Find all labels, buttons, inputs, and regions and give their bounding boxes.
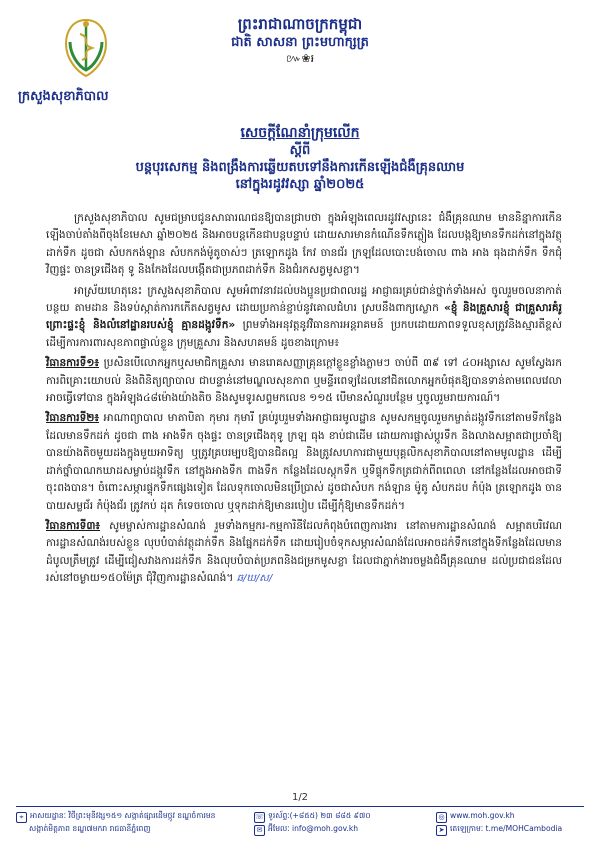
ministry-name: ក្រសួងសុខាភិបាល — [18, 89, 109, 104]
appeal-text-cont: ព្រមទាំងអនុវត្តនូវវិធានការអន្តរាគមន៍ ប្រកបដោយភាពទទួលខុសត្រូវនិងស្មារតីខ្ពស់ ដើម្បីការការពារសុខភាពផ្ទាល់ខ្លួន ក្រុមគ្រួសារ និងសហគមន៍ ដូចខាងក្រោម៖ — [46, 319, 562, 349]
title-line-4: នៅក្នុងរដូវវស្សា ឆ្នាំ២០២៥ — [235, 177, 365, 192]
title-line-3: បន្តបុរសេកម្ម និងពង្រឹងការឆ្លើយតបទៅនឹងការកើនឡើងជំងឺគ្រុនឈាម — [135, 160, 465, 175]
footer-contact — [254, 810, 424, 836]
phone-icon: ☏ — [255, 813, 264, 821]
footer — [16, 810, 584, 844]
email-address[interactable]: អ៊ីមែលៈ info@moh.gov.kh — [268, 824, 359, 833]
phone-number: ទូរស័ព្ទៈ(+៨៥៥) ២៣ ៨៨៥ ៩៧០ — [268, 811, 371, 820]
title-line-2: ស្ដីពី — [289, 143, 311, 158]
telegram-link[interactable]: តេឡេក្រាមៈ t.me/MOHCambodia — [450, 824, 563, 833]
measure-3-text: សូមម្ចាស់ការដ្ឋានសំណង់ រួមទាំងកម្មករ-កម្មការិនីដែលកំពុងបំពេញការងារ នៅតាមការដ្ឋានសំណង់ សម្អាតបរិវេណការដ្ឋានសំណង់របស់ខ្លួន លុបបំបាត់វត្ថុដាក់ទឹក និងផ្នែកដក់ទឹក ដោយរៀបចំទុកសម្ភារសំណង់ដែលអាចដក់ទឹកនៅក្នុងទីកន្លែងដែលមានដំបូលត្រឹមត្រូវ ដើម្បីជៀសវាងការដក់ទឹក និងលុបបំបាត់ប្រភពនិងជម្រកមូសខ្លា ដែលជាភ្នាក់ងារចម្លងជំងឺគ្រុនឈាម ដល់ប្រជាជនដែលរស់នៅចម្ងាយ១៥០ម៉ែត្រ ជុំវិញការដ្ឋានសំណង់។ — [46, 519, 562, 585]
footer-address — [16, 810, 246, 835]
location-pin-icon: ⌖ — [16, 812, 27, 823]
page-number: 1/2 — [291, 792, 309, 803]
document-body — [46, 210, 562, 588]
paragraph-intro: ក្រសួងសុខាភិបាល សូមជម្រាបជូនសាធារណជនឱ្យបានជ្រាបថា ក្នុងអំឡុងពេលរដូវវស្សានេះ ជំងឺគ្រុនឈាម មាននិន្នាការកើនឡើងចាប់តាំងពីចុងខែមេសា ឆ្នាំ២០២៥ និងអាចបន្តកើនជាបន្តបន្ទាប់ ដោយសារមានកំណើនទឹកភ្លៀង ដែលបង្កឱ្យមានទឹកដក់នៅក្នុងវត្ថុដាក់ទឹក ដូចជា សំបកកង់ឡាន សំបកកង់ម៉ូតូចាស់ៗ ត្រឡោកដូង កែវ ចានជ័រ ក្រឡដែលបោះបង់ចោល ពាង អាង ធុងដាក់ទឹក ទឹកជុំវិញផ្ទះ ចានទ្រជើងតុ ទូ និងកែងដែលបង្កើតជាប្រភពដាក់ទឹក និងជំរកសត្វមូសខ្លា។ — [46, 212, 562, 277]
ornament: ៚❀៛ — [285, 52, 315, 65]
footer-divider — [16, 806, 584, 807]
email-icon: ✉ — [254, 825, 265, 836]
measure-3-label: វិធានការទី៣៖ — [46, 519, 101, 532]
telegram-icon: ➤ — [436, 825, 447, 836]
measure-1-label: វិធានការទី១៖ — [46, 357, 100, 370]
measure-3 — [46, 518, 562, 588]
globe-icon: ◎ — [436, 812, 447, 823]
measure-2-text: អាណាព្យាបាល មាតាបិតា កុមារ កុមារី គ្រប់រូបរួមទាំងអាជ្ញាធរមូលដ្ឋាន សូមសកម្មចូលរួមកម្ចាត់ដង្កូវទឹកនៅតាមទីកន្លែងដែលមានទឹកដក់ ដូចជា ពាង អាងទឹក ចុងផ្ទះ ចានទ្រជើងតុទូ ក្រឡ ធុង ខាប់ជាដើម ដោយការផ្លាស់ប្តូរទឹក និងលាងសម្អាតជាប្រចាំឱ្យបានយ៉ាងតិចមួយដងក្នុងមួយអាទិត្យ ឬត្រូវគ្របរម្បបឱ្យបានជិតល្អ និងត្រូវសហការជាមួយបុគ្គលិកសុខាភិបាលនៅតាមមូលដ្ឋាន ដើម្បីដាក់ថ្នាំបាណកឃាដសម្លាប់ដង្កូវទឹក នៅក្នុងអាងទឹក ពាងទឹក កន្លែងដែលស្តុកទឹក ឬទីផ្ទុកទឹកត្រជាក់ពីពពេលា នៅកន្លែងដែលអាចជាទីចុះពងបាន។ ចំពោះសម្ភារផ្ទុកទឹកផ្សេងទៀត ដែលទុកចោលមិនប្រើប្រាស់ ដូចជាសំបក កង់ឡាន ម៉ូតូ សំបកដប កំប៉ុង ត្រឡោកដូង ចានបាយសម្លជ័រ កំប៉ុងជ័រ ត្រូវកប់ ដុត កំទេចចោល ឬទុកដាក់ឱ្យមានរបៀប ដើម្បីកុំឱ្យមានទឹកដក់។ — [46, 412, 562, 512]
website-link[interactable]: www.moh.gov.kh — [450, 811, 515, 820]
kingdom-title: ព្រះរាជាណាចក្រកម្ពុជា — [237, 15, 363, 33]
document-title — [0, 124, 600, 193]
address-line-1: អាសយដ្ឋានៈ វិថីព្រះមុនីវង្ស១៥១ សង្កាត់ផ្សារដើមថ្កូវ ខណ្ឌចំការមន — [30, 811, 216, 820]
paragraph-appeal — [46, 283, 562, 353]
appeal-text: អាស្រ័យហេតុនេះ ក្រសួងសុខាភិបាល សូមអំពាវនាវដល់បងប្អូនប្រជាពលរដ្ឋ អាជ្ញាធរគ្រប់ជាន់ថ្នាក់ទាំងអស់ ចូលរួមចលនាកាត់បន្ថយ តាមដាន និងទប់ស្កាត់ការកកើតសត្វមូស ដោយប្រកាន់ខ្ជាប់នូវគោលជំហរ ស្របនឹងពាក្យស្លោក — [46, 284, 562, 315]
measure-1 — [46, 355, 562, 407]
address-line-2: សង្កាត់មិត្តភាព ខណ្ឌ៧មករា រាជធានីភ្នំពេញ — [29, 824, 151, 833]
measure-2-label: វិធានការទី២៖ — [46, 412, 100, 425]
initials-mark: ឆ/ឃ/ស/ — [236, 573, 273, 585]
national-motto: ជាតិ សាសនា ព្រះមហាក្សត្រ — [231, 35, 369, 50]
slogan: «ខ្ញុំ និងគ្រួសារខ្ញុំ ជាគ្រួសារគំរូ ព្រោះផ្ទះខ្ញុំ និងលំនៅដ្ឋានរបស់ខ្ញុំ គ្មានដង្កូវទឹក» — [46, 302, 563, 332]
footer-web — [436, 810, 584, 836]
title-line-1: សេចក្ដីណែនាំក្រុមលើក — [240, 125, 360, 141]
measure-2 — [46, 410, 562, 514]
ministry-logo-icon — [60, 14, 112, 82]
measure-1-text: ប្រសិនបើលោកអ្នកឬសមាជិកគ្រួសារ មានរោគសញ្ញាគ្រុនក្តៅខ្លួនខ្លាំងភ្លាមៗ ចាប់ពី ៣៩ ទៅ ៤០អង្សាសេ សូមស្វែងរកការពិគ្រោះយោបល់ និងពិនិត្យព្យាបាល ជាបន្ទាន់នៅមណ្ឌលសុខភាព ឬមន្ទីរពេទ្យដែលនៅជិតលោកអ្នកបំផុតឱ្យបានទាន់តាមពេលវេលាអាចធ្វើទៅបាន ក្នុងអំឡុង៤៨ម៉ោងយ៉ាងតិច និងសូមទូរសព្ទមកលេខ ១១៥ បើមានសំណួរបន្ថែម ឬចូលរួមរាយការណ៍។ — [46, 357, 562, 405]
